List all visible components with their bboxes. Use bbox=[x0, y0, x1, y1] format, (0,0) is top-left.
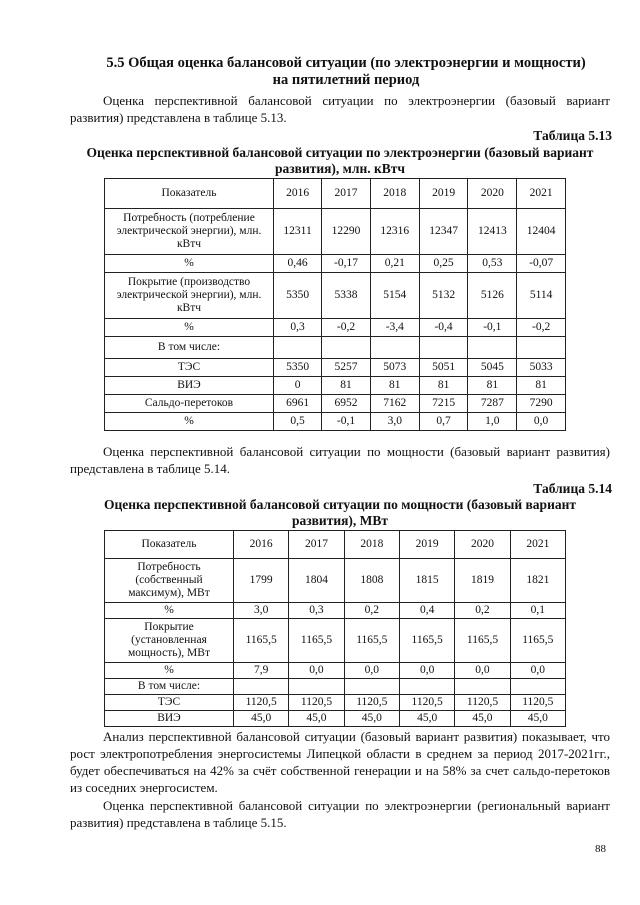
value-cell: -3,4 bbox=[370, 319, 419, 337]
row-label-cell: % bbox=[105, 319, 274, 337]
value-cell: 12311 bbox=[274, 209, 322, 255]
section-title-line-1: 5.5 Общая оценка балансовой ситуации (по электроэнергии и мощности) bbox=[106, 55, 586, 71]
table-5-13-caption-line-1: Оценка перспективной балансовой ситуации по электроэнергии (базовый вариант bbox=[86, 145, 594, 160]
header-cell: 2019 bbox=[399, 531, 454, 559]
value-cell: 45,0 bbox=[344, 711, 399, 727]
value-cell: 12413 bbox=[468, 209, 517, 255]
value-cell: 5350 bbox=[274, 359, 322, 377]
value-cell: 12347 bbox=[419, 209, 468, 255]
intro-paragraph: Оценка перспективной балансовой ситуации по электроэнергии (базовый вариант развития) представлена в таблице 5.13. bbox=[70, 93, 610, 125]
table-row bbox=[105, 603, 566, 619]
value-cell: 5045 bbox=[468, 359, 517, 377]
value-cell: 3,0 bbox=[234, 603, 289, 619]
header-cell: 2021 bbox=[510, 531, 565, 559]
value-cell: 1815 bbox=[399, 559, 454, 603]
table-row bbox=[105, 679, 566, 695]
value-cell: 45,0 bbox=[510, 711, 565, 727]
row-label-cell: Покрытие (производство электрической энергии), млн. кВтч bbox=[105, 273, 274, 319]
table-5-14-intro-paragraph: Оценка перспективной балансовой ситуации по мощности (базовый вариант развития) представлена в таблице 5.14. bbox=[70, 444, 610, 476]
header-cell: 2018 bbox=[344, 531, 399, 559]
value-cell: 7287 bbox=[468, 395, 517, 413]
value-cell: 5257 bbox=[322, 359, 371, 377]
table-row bbox=[105, 255, 566, 273]
value-cell: 1821 bbox=[510, 559, 565, 603]
value-cell: 7215 bbox=[419, 395, 468, 413]
value-cell: 1165,5 bbox=[399, 619, 454, 663]
value-cell: -0,07 bbox=[517, 255, 566, 273]
table-header-row bbox=[105, 179, 566, 209]
row-label-cell: % bbox=[105, 663, 234, 679]
value-cell bbox=[419, 337, 468, 359]
page-number: 88 bbox=[595, 843, 606, 855]
value-cell bbox=[455, 679, 510, 695]
value-cell: 5350 bbox=[274, 273, 322, 319]
table-row bbox=[105, 337, 566, 359]
row-label-cell: Потребность (собственный максимум), МВт bbox=[105, 559, 234, 603]
header-cell: 2020 bbox=[468, 179, 517, 209]
header-cell: Показатель bbox=[105, 531, 234, 559]
table-5-14-caption-line-1: Оценка перспективной балансовой ситуации по мощности (базовый вариант bbox=[103, 497, 577, 512]
value-cell: -0,1 bbox=[468, 319, 517, 337]
header-cell: 2018 bbox=[370, 179, 419, 209]
table-5-13 bbox=[104, 178, 566, 431]
value-cell: 7,9 bbox=[234, 663, 289, 679]
value-cell: 81 bbox=[419, 377, 468, 395]
value-cell: 12290 bbox=[322, 209, 371, 255]
value-cell: 0,0 bbox=[289, 663, 344, 679]
value-cell: 1165,5 bbox=[289, 619, 344, 663]
value-cell: -0,2 bbox=[517, 319, 566, 337]
value-cell bbox=[510, 679, 565, 695]
table-row bbox=[105, 413, 566, 431]
value-cell bbox=[468, 337, 517, 359]
value-cell: 0,1 bbox=[510, 603, 565, 619]
table-5-14-body bbox=[105, 531, 566, 727]
table-row bbox=[105, 395, 566, 413]
table-5-14-caption-line-2: развития), МВт bbox=[291, 513, 389, 528]
value-cell: 1120,5 bbox=[234, 695, 289, 711]
header-cell: 2017 bbox=[289, 531, 344, 559]
value-cell: 1120,5 bbox=[399, 695, 454, 711]
row-label-cell: В том числе: bbox=[105, 679, 234, 695]
value-cell: 1120,5 bbox=[510, 695, 565, 711]
value-cell: 0,46 bbox=[274, 255, 322, 273]
value-cell: 5154 bbox=[370, 273, 419, 319]
table-row bbox=[105, 273, 566, 319]
table-5-14-caption bbox=[60, 497, 620, 529]
value-cell: 0,21 bbox=[370, 255, 419, 273]
value-cell: 12316 bbox=[370, 209, 419, 255]
value-cell: 12404 bbox=[517, 209, 566, 255]
value-cell: 0,3 bbox=[274, 319, 322, 337]
value-cell: 1165,5 bbox=[510, 619, 565, 663]
table-row bbox=[105, 359, 566, 377]
value-cell: 0,0 bbox=[399, 663, 454, 679]
value-cell: 45,0 bbox=[399, 711, 454, 727]
section-title-line-2: на пятилетний период bbox=[272, 72, 420, 88]
value-cell: 45,0 bbox=[289, 711, 344, 727]
value-cell bbox=[322, 337, 371, 359]
table-row bbox=[105, 695, 566, 711]
value-cell: 5051 bbox=[419, 359, 468, 377]
value-cell bbox=[399, 679, 454, 695]
value-cell: 45,0 bbox=[234, 711, 289, 727]
value-cell: 0,2 bbox=[455, 603, 510, 619]
table-5-14 bbox=[104, 530, 566, 727]
analysis-paragraph: Анализ перспективной балансовой ситуации (базовый вариант развития) показывает, что рост электропотребления энергосистемы Липецкой области в среднем за период 2017-2021гг., будет обеспечиваться на 42% за счёт собственной генерации и на 58% за счет сальдо-перетоков из соседних энергосистем. bbox=[70, 729, 610, 795]
value-cell bbox=[344, 679, 399, 695]
value-cell: 81 bbox=[322, 377, 371, 395]
value-cell bbox=[289, 679, 344, 695]
value-cell: 5073 bbox=[370, 359, 419, 377]
row-label-cell: В том числе: bbox=[105, 337, 274, 359]
row-label-cell: Потребность (потребление электрической энергии), млн. кВтч bbox=[105, 209, 274, 255]
value-cell: -0,1 bbox=[322, 413, 371, 431]
row-label-cell: ВИЭ bbox=[105, 711, 234, 727]
value-cell: 81 bbox=[468, 377, 517, 395]
value-cell: 0,2 bbox=[344, 603, 399, 619]
row-label-cell: ТЭС bbox=[105, 695, 234, 711]
value-cell: 6961 bbox=[274, 395, 322, 413]
value-cell: 1804 bbox=[289, 559, 344, 603]
header-cell: 2016 bbox=[234, 531, 289, 559]
value-cell: 1165,5 bbox=[234, 619, 289, 663]
value-cell: 3,0 bbox=[370, 413, 419, 431]
row-label-cell: % bbox=[105, 413, 274, 431]
section-title bbox=[70, 55, 622, 89]
value-cell: 5132 bbox=[419, 273, 468, 319]
row-label-cell: ВИЭ bbox=[105, 377, 274, 395]
value-cell: 0,0 bbox=[344, 663, 399, 679]
value-cell: 1,0 bbox=[468, 413, 517, 431]
value-cell: 0,0 bbox=[517, 413, 566, 431]
table-row bbox=[105, 559, 566, 603]
table-row bbox=[105, 711, 566, 727]
value-cell: 0,0 bbox=[455, 663, 510, 679]
value-cell: -0,17 bbox=[322, 255, 371, 273]
value-cell: 0,4 bbox=[399, 603, 454, 619]
table-row bbox=[105, 209, 566, 255]
row-label-cell: Покрытие (установленная мощность), МВт bbox=[105, 619, 234, 663]
value-cell: 0,5 bbox=[274, 413, 322, 431]
table-5-13-body bbox=[105, 179, 566, 431]
value-cell: 1165,5 bbox=[344, 619, 399, 663]
value-cell bbox=[274, 337, 322, 359]
value-cell: 0 bbox=[274, 377, 322, 395]
table-row bbox=[105, 663, 566, 679]
value-cell: 1120,5 bbox=[289, 695, 344, 711]
value-cell: 1165,5 bbox=[455, 619, 510, 663]
value-cell: 45,0 bbox=[455, 711, 510, 727]
header-cell: 2019 bbox=[419, 179, 468, 209]
value-cell bbox=[517, 337, 566, 359]
value-cell: 5338 bbox=[322, 273, 371, 319]
row-label-cell: ТЭС bbox=[105, 359, 274, 377]
row-label-cell: % bbox=[105, 255, 274, 273]
value-cell: 5126 bbox=[468, 273, 517, 319]
value-cell bbox=[370, 337, 419, 359]
value-cell: 6952 bbox=[322, 395, 371, 413]
value-cell: 0,7 bbox=[419, 413, 468, 431]
table-5-14-number: Таблица 5.14 bbox=[533, 481, 612, 496]
table-row bbox=[105, 619, 566, 663]
value-cell: 0,25 bbox=[419, 255, 468, 273]
value-cell: 1808 bbox=[344, 559, 399, 603]
table-row bbox=[105, 377, 566, 395]
header-cell: 2020 bbox=[455, 531, 510, 559]
value-cell: 81 bbox=[370, 377, 419, 395]
closing-paragraph: Оценка перспективной балансовой ситуации по электроэнергии (региональный вариант развития) представлена в таблице 5.15. bbox=[70, 798, 610, 830]
value-cell: 1120,5 bbox=[455, 695, 510, 711]
header-cell: Показатель bbox=[105, 179, 274, 209]
value-cell: 5114 bbox=[517, 273, 566, 319]
value-cell: 7162 bbox=[370, 395, 419, 413]
value-cell: 1799 bbox=[234, 559, 289, 603]
header-cell: 2016 bbox=[274, 179, 322, 209]
value-cell: 0,53 bbox=[468, 255, 517, 273]
header-cell: 2017 bbox=[322, 179, 371, 209]
row-label-cell: Сальдо-перетоков bbox=[105, 395, 274, 413]
table-5-13-caption bbox=[60, 145, 620, 177]
value-cell: 1819 bbox=[455, 559, 510, 603]
table-5-13-number: Таблица 5.13 bbox=[533, 128, 612, 143]
value-cell: 7290 bbox=[517, 395, 566, 413]
value-cell: -0,2 bbox=[322, 319, 371, 337]
table-header-row bbox=[105, 531, 566, 559]
table-row bbox=[105, 319, 566, 337]
value-cell: 0,3 bbox=[289, 603, 344, 619]
value-cell: 5033 bbox=[517, 359, 566, 377]
header-cell: 2021 bbox=[517, 179, 566, 209]
value-cell: 0,0 bbox=[510, 663, 565, 679]
value-cell: -0,4 bbox=[419, 319, 468, 337]
row-label-cell: % bbox=[105, 603, 234, 619]
value-cell: 81 bbox=[517, 377, 566, 395]
value-cell: 1120,5 bbox=[344, 695, 399, 711]
value-cell bbox=[234, 679, 289, 695]
table-5-13-caption-line-2: развития), млн. кВтч bbox=[274, 161, 406, 176]
